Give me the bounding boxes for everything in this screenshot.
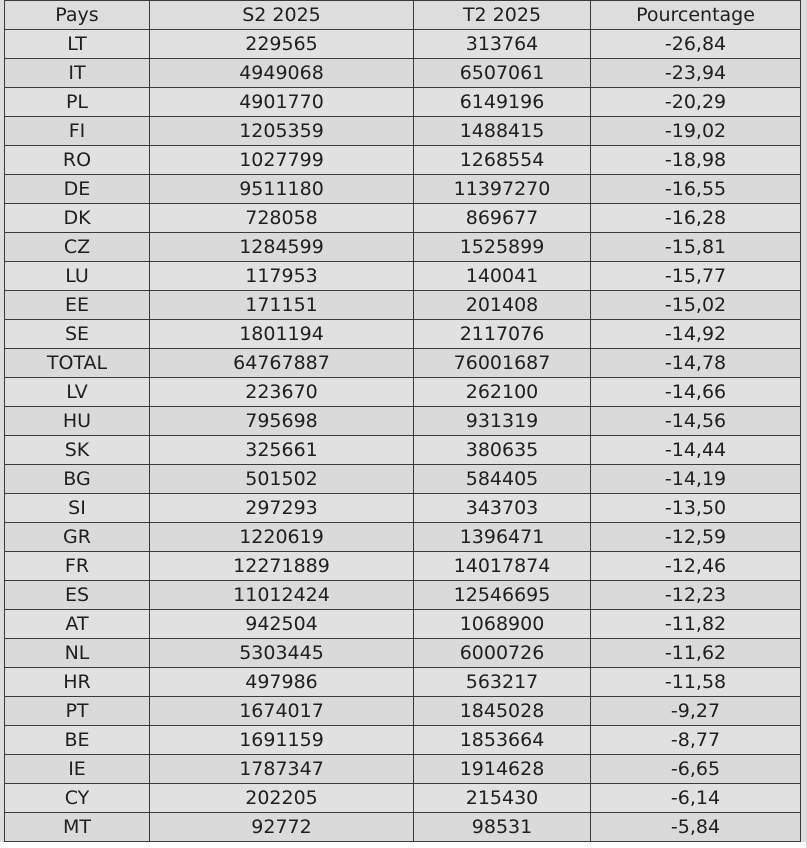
- table-cell-pays[interactable]: MT: [5, 813, 150, 842]
- table-cell-pays[interactable]: RO: [5, 146, 150, 175]
- table-cell-pays[interactable]: IE: [5, 755, 150, 784]
- table-cell-t2-2025[interactable]: 1396471: [414, 523, 591, 552]
- table-row: [5, 668, 801, 697]
- table-cell-t2-2025[interactable]: 869677: [414, 204, 591, 233]
- table-row: [5, 465, 801, 494]
- table-cell-s2-2025[interactable]: 4949068: [150, 59, 414, 88]
- table-cell-pourcentage[interactable]: -14,78: [591, 349, 801, 378]
- table-row: [5, 291, 801, 320]
- header-row: [5, 1, 801, 30]
- table-cell-s2-2025[interactable]: 12271889: [150, 552, 414, 581]
- table-cell-t2-2025[interactable]: 584405: [414, 465, 591, 494]
- table-row: [5, 610, 801, 639]
- header-cell-s2-2025[interactable]: S2 2025: [150, 1, 414, 30]
- table-row: [5, 407, 801, 436]
- table-cell-t2-2025[interactable]: 1488415: [414, 117, 591, 146]
- table-cell-s2-2025[interactable]: 92772: [150, 813, 414, 842]
- table-cell-pourcentage[interactable]: -16,55: [591, 175, 801, 204]
- table-cell-t2-2025[interactable]: 2117076: [414, 320, 591, 349]
- table-cell-pays[interactable]: LV: [5, 378, 150, 407]
- table-cell-pays[interactable]: SK: [5, 436, 150, 465]
- table-cell-pourcentage[interactable]: -5,84: [591, 813, 801, 842]
- table-cell-pourcentage[interactable]: -12,46: [591, 552, 801, 581]
- table-cell-s2-2025[interactable]: 5303445: [150, 639, 414, 668]
- table-cell-pays[interactable]: GR: [5, 523, 150, 552]
- table-row: [5, 581, 801, 610]
- table-cell-t2-2025[interactable]: 343703: [414, 494, 591, 523]
- table-cell-pays[interactable]: HR: [5, 668, 150, 697]
- table-cell-pays[interactable]: LT: [5, 30, 150, 59]
- table-row: [5, 813, 801, 842]
- table-cell-pourcentage[interactable]: -14,44: [591, 436, 801, 465]
- table-row: [5, 349, 801, 378]
- table-cell-pays[interactable]: SE: [5, 320, 150, 349]
- table-body: [5, 30, 801, 842]
- table-row: [5, 726, 801, 755]
- table-cell-s2-2025[interactable]: 202205: [150, 784, 414, 813]
- table-cell-s2-2025[interactable]: 1284599: [150, 233, 414, 262]
- table-cell-pays[interactable]: PT: [5, 697, 150, 726]
- table-cell-t2-2025[interactable]: 215430: [414, 784, 591, 813]
- table-cell-s2-2025[interactable]: 1691159: [150, 726, 414, 755]
- table-cell-s2-2025[interactable]: 223670: [150, 378, 414, 407]
- table-cell-pourcentage[interactable]: -12,59: [591, 523, 801, 552]
- table-row: [5, 494, 801, 523]
- table-cell-s2-2025[interactable]: 297293: [150, 494, 414, 523]
- table-row: [5, 204, 801, 233]
- table-cell-s2-2025[interactable]: 728058: [150, 204, 414, 233]
- table-cell-t2-2025[interactable]: 201408: [414, 291, 591, 320]
- table-cell-pourcentage[interactable]: -6,14: [591, 784, 801, 813]
- table-cell-pourcentage[interactable]: -11,82: [591, 610, 801, 639]
- table-cell-pourcentage[interactable]: -6,65: [591, 755, 801, 784]
- table-cell-pays[interactable]: FI: [5, 117, 150, 146]
- table-cell-pourcentage[interactable]: -14,19: [591, 465, 801, 494]
- table-cell-t2-2025[interactable]: 380635: [414, 436, 591, 465]
- table-cell-pourcentage[interactable]: -14,92: [591, 320, 801, 349]
- table-cell-t2-2025[interactable]: 6507061: [414, 59, 591, 88]
- table-cell-s2-2025[interactable]: 1205359: [150, 117, 414, 146]
- table-cell-s2-2025[interactable]: 1801194: [150, 320, 414, 349]
- table-row: [5, 146, 801, 175]
- table-row: [5, 262, 801, 291]
- header-cell-t2-2025[interactable]: T2 2025: [414, 1, 591, 30]
- table-row: [5, 320, 801, 349]
- table-cell-pays[interactable]: NL: [5, 639, 150, 668]
- table-cell-pays[interactable]: CZ: [5, 233, 150, 262]
- table-cell-s2-2025[interactable]: 229565: [150, 30, 414, 59]
- table-cell-t2-2025[interactable]: 1845028: [414, 697, 591, 726]
- table-cell-t2-2025[interactable]: 313764: [414, 30, 591, 59]
- table-cell-pourcentage[interactable]: -12,23: [591, 581, 801, 610]
- table-cell-s2-2025[interactable]: 942504: [150, 610, 414, 639]
- table-cell-pourcentage[interactable]: -9,27: [591, 697, 801, 726]
- table-cell-t2-2025[interactable]: 11397270: [414, 175, 591, 204]
- table-cell-t2-2025[interactable]: 563217: [414, 668, 591, 697]
- table-cell-pays[interactable]: CY: [5, 784, 150, 813]
- table-cell-pays[interactable]: FR: [5, 552, 150, 581]
- table-cell-t2-2025[interactable]: 12546695: [414, 581, 591, 610]
- table-cell-pourcentage[interactable]: -14,66: [591, 378, 801, 407]
- table-cell-s2-2025[interactable]: 4901770: [150, 88, 414, 117]
- header-cell-pourcentage[interactable]: Pourcentage: [591, 1, 801, 30]
- table-cell-pourcentage[interactable]: -23,94: [591, 59, 801, 88]
- table-cell-s2-2025[interactable]: 325661: [150, 436, 414, 465]
- table-cell-s2-2025[interactable]: 11012424: [150, 581, 414, 610]
- bottom-padding: [0, 842, 806, 848]
- table-row: [5, 784, 801, 813]
- table-cell-t2-2025[interactable]: 262100: [414, 378, 591, 407]
- table-cell-t2-2025[interactable]: 1853664: [414, 726, 591, 755]
- table-cell-s2-2025[interactable]: 497986: [150, 668, 414, 697]
- table-cell-s2-2025[interactable]: 117953: [150, 262, 414, 291]
- table-cell-s2-2025[interactable]: 795698: [150, 407, 414, 436]
- table-row: [5, 697, 801, 726]
- table-cell-pourcentage[interactable]: -19,02: [591, 117, 801, 146]
- table-cell-pourcentage[interactable]: -16,28: [591, 204, 801, 233]
- table-cell-s2-2025[interactable]: 9511180: [150, 175, 414, 204]
- table-cell-pourcentage[interactable]: -15,02: [591, 291, 801, 320]
- table-cell-pays[interactable]: BG: [5, 465, 150, 494]
- table-cell-t2-2025[interactable]: 98531: [414, 813, 591, 842]
- table-row: [5, 30, 801, 59]
- table-cell-s2-2025[interactable]: 1674017: [150, 697, 414, 726]
- table-cell-pays[interactable]: LU: [5, 262, 150, 291]
- table-cell-s2-2025[interactable]: 1787347: [150, 755, 414, 784]
- table-cell-t2-2025[interactable]: 931319: [414, 407, 591, 436]
- table-cell-pays[interactable]: HU: [5, 407, 150, 436]
- table-row: [5, 175, 801, 204]
- table-cell-pourcentage[interactable]: -11,62: [591, 639, 801, 668]
- table-cell-s2-2025[interactable]: 1220619: [150, 523, 414, 552]
- table-cell-pourcentage[interactable]: -20,29: [591, 88, 801, 117]
- table-cell-t2-2025[interactable]: 76001687: [414, 349, 591, 378]
- table-row: [5, 59, 801, 88]
- table-cell-pays[interactable]: EE: [5, 291, 150, 320]
- table-cell-s2-2025[interactable]: 64767887: [150, 349, 414, 378]
- table-cell-pays[interactable]: AT: [5, 610, 150, 639]
- table-cell-pourcentage[interactable]: -11,58: [591, 668, 801, 697]
- table-cell-t2-2025[interactable]: 140041: [414, 262, 591, 291]
- table-cell-t2-2025[interactable]: 6149196: [414, 88, 591, 117]
- table-cell-t2-2025[interactable]: 6000726: [414, 639, 591, 668]
- table-cell-t2-2025[interactable]: 1268554: [414, 146, 591, 175]
- table-cell-s2-2025[interactable]: 171151: [150, 291, 414, 320]
- table-cell-pourcentage[interactable]: -18,98: [591, 146, 801, 175]
- table-cell-pays[interactable]: DK: [5, 204, 150, 233]
- table-row: [5, 552, 801, 581]
- table-cell-t2-2025[interactable]: 1525899: [414, 233, 591, 262]
- table-cell-pays[interactable]: BE: [5, 726, 150, 755]
- table-cell-pays[interactable]: DE: [5, 175, 150, 204]
- table-cell-t2-2025[interactable]: 14017874: [414, 552, 591, 581]
- table-row: [5, 523, 801, 552]
- table-cell-pays[interactable]: SI: [5, 494, 150, 523]
- table-row: [5, 639, 801, 668]
- table-cell-pays[interactable]: IT: [5, 59, 150, 88]
- table-cell-t2-2025[interactable]: 1914628: [414, 755, 591, 784]
- header-cell-pays[interactable]: Pays: [5, 1, 150, 30]
- table-cell-pays[interactable]: TOTAL: [5, 349, 150, 378]
- table-cell-pourcentage[interactable]: -13,50: [591, 494, 801, 523]
- table-row: [5, 233, 801, 262]
- table-cell-pourcentage[interactable]: -26,84: [591, 30, 801, 59]
- table-cell-pourcentage[interactable]: -8,77: [591, 726, 801, 755]
- table-row: [5, 436, 801, 465]
- table-cell-pays[interactable]: PL: [5, 88, 150, 117]
- table-row: [5, 755, 801, 784]
- table-cell-pourcentage[interactable]: -15,77: [591, 262, 801, 291]
- data-table: [4, 0, 801, 842]
- table-row: [5, 378, 801, 407]
- table-cell-pourcentage[interactable]: -15,81: [591, 233, 801, 262]
- table-cell-pays[interactable]: ES: [5, 581, 150, 610]
- table-cell-t2-2025[interactable]: 1068900: [414, 610, 591, 639]
- table-row: [5, 88, 801, 117]
- table-cell-s2-2025[interactable]: 1027799: [150, 146, 414, 175]
- table-row: [5, 117, 801, 146]
- table-cell-pourcentage[interactable]: -14,56: [591, 407, 801, 436]
- table-cell-s2-2025[interactable]: 501502: [150, 465, 414, 494]
